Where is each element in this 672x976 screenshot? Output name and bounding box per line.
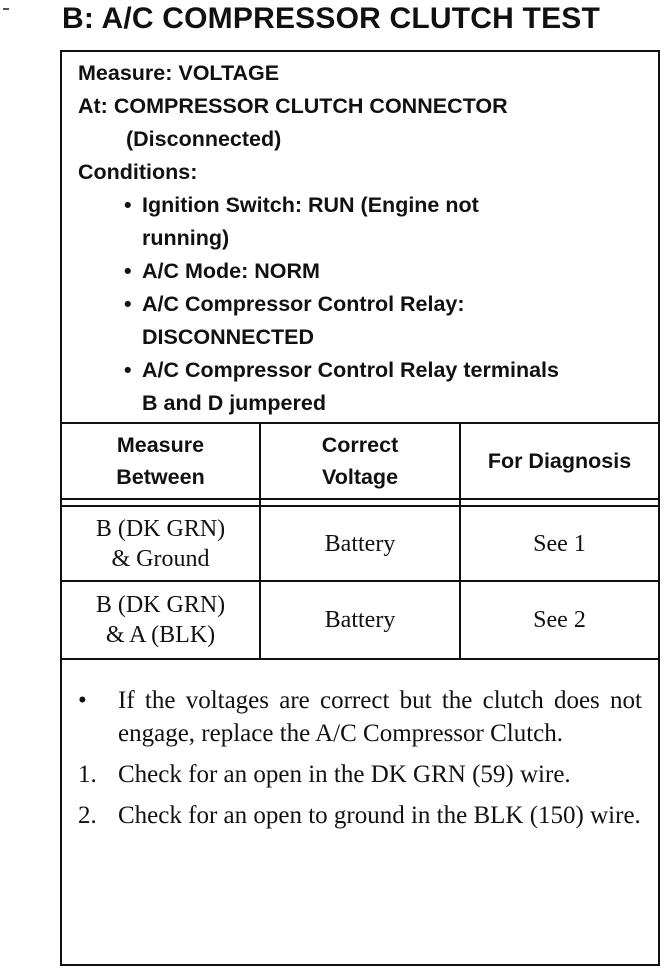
- condition-text: B and D jumpered: [142, 391, 326, 415]
- conditions-block: [78, 57, 650, 420]
- header-measure-between: [62, 424, 259, 498]
- page-corner-mark: [3, 8, 9, 10]
- condition-item: [78, 354, 650, 420]
- note-text: Check for an open to ground in the BLK (150) wire.: [118, 802, 641, 829]
- condition-text: DISCONNECTED: [142, 325, 315, 349]
- page-title: B: A/C COMPRESSOR CLUTCH TEST: [62, 2, 601, 35]
- header-for-diagnosis: [461, 424, 658, 498]
- note-marker: 2.: [78, 802, 97, 829]
- cell-for-diagnosis: See 2: [533, 607, 586, 633]
- cell-text: B (DK GRN): [95, 592, 226, 618]
- at-note: (Disconnected): [126, 127, 282, 151]
- condition-text: A/C Mode: NORM: [142, 259, 320, 283]
- cell-text: & A (BLK): [105, 622, 216, 648]
- at-line: At: COMPRESSOR CLUTCH CONNECTOR: [78, 94, 508, 118]
- header-text: Between: [116, 465, 205, 489]
- cell-correct-voltage: Battery: [324, 607, 396, 633]
- bullet-mark: •: [124, 292, 132, 316]
- diagnosis-notes: [76, 684, 642, 840]
- measurement-table: [62, 422, 658, 662]
- note-item: [76, 758, 642, 791]
- table-rule: [62, 658, 658, 660]
- header-correct-voltage: [261, 424, 459, 498]
- condition-text: A/C Compressor Control Relay terminals: [142, 358, 559, 382]
- cell-correct-voltage: Battery: [324, 530, 396, 557]
- header-text: Voltage: [321, 465, 399, 489]
- condition-item: [78, 288, 650, 354]
- conditions-label: Conditions:: [78, 160, 198, 184]
- condition-text: Ignition Switch: RUN (Engine not: [142, 193, 479, 217]
- note-item: [76, 799, 642, 832]
- note-marker: •: [78, 687, 87, 714]
- cell-for-diagnosis: See 1: [533, 530, 586, 557]
- conditions-list: [78, 189, 650, 420]
- bullet-mark: •: [124, 259, 132, 283]
- cell-measure-between: [62, 582, 259, 658]
- condition-item: [78, 255, 650, 288]
- note-item: [76, 684, 642, 750]
- header-text: Measure: [116, 433, 205, 457]
- measure-line: Measure: VOLTAGE: [78, 61, 280, 85]
- cell-measure-between: [62, 507, 259, 580]
- condition-text: running): [142, 226, 230, 250]
- condition-item: [78, 189, 650, 255]
- bullet-mark: •: [124, 193, 132, 217]
- cell-text: & Ground: [111, 545, 210, 572]
- table-rule: [62, 498, 658, 500]
- note-text: Check for an open in the DK GRN (59) wire.: [118, 761, 571, 788]
- header-text: Correct: [321, 433, 399, 457]
- header-text: For Diagnosis: [487, 449, 632, 473]
- test-box: [60, 50, 660, 966]
- cell-text: B (DK GRN): [95, 515, 226, 542]
- note-marker: 1.: [78, 761, 97, 788]
- condition-text: A/C Compressor Control Relay:: [142, 292, 465, 316]
- note-text: If the voltages are correct but the clutch does not engage, replace the A/C Compressor Clutch.: [118, 687, 642, 747]
- bullet-mark: •: [124, 358, 132, 382]
